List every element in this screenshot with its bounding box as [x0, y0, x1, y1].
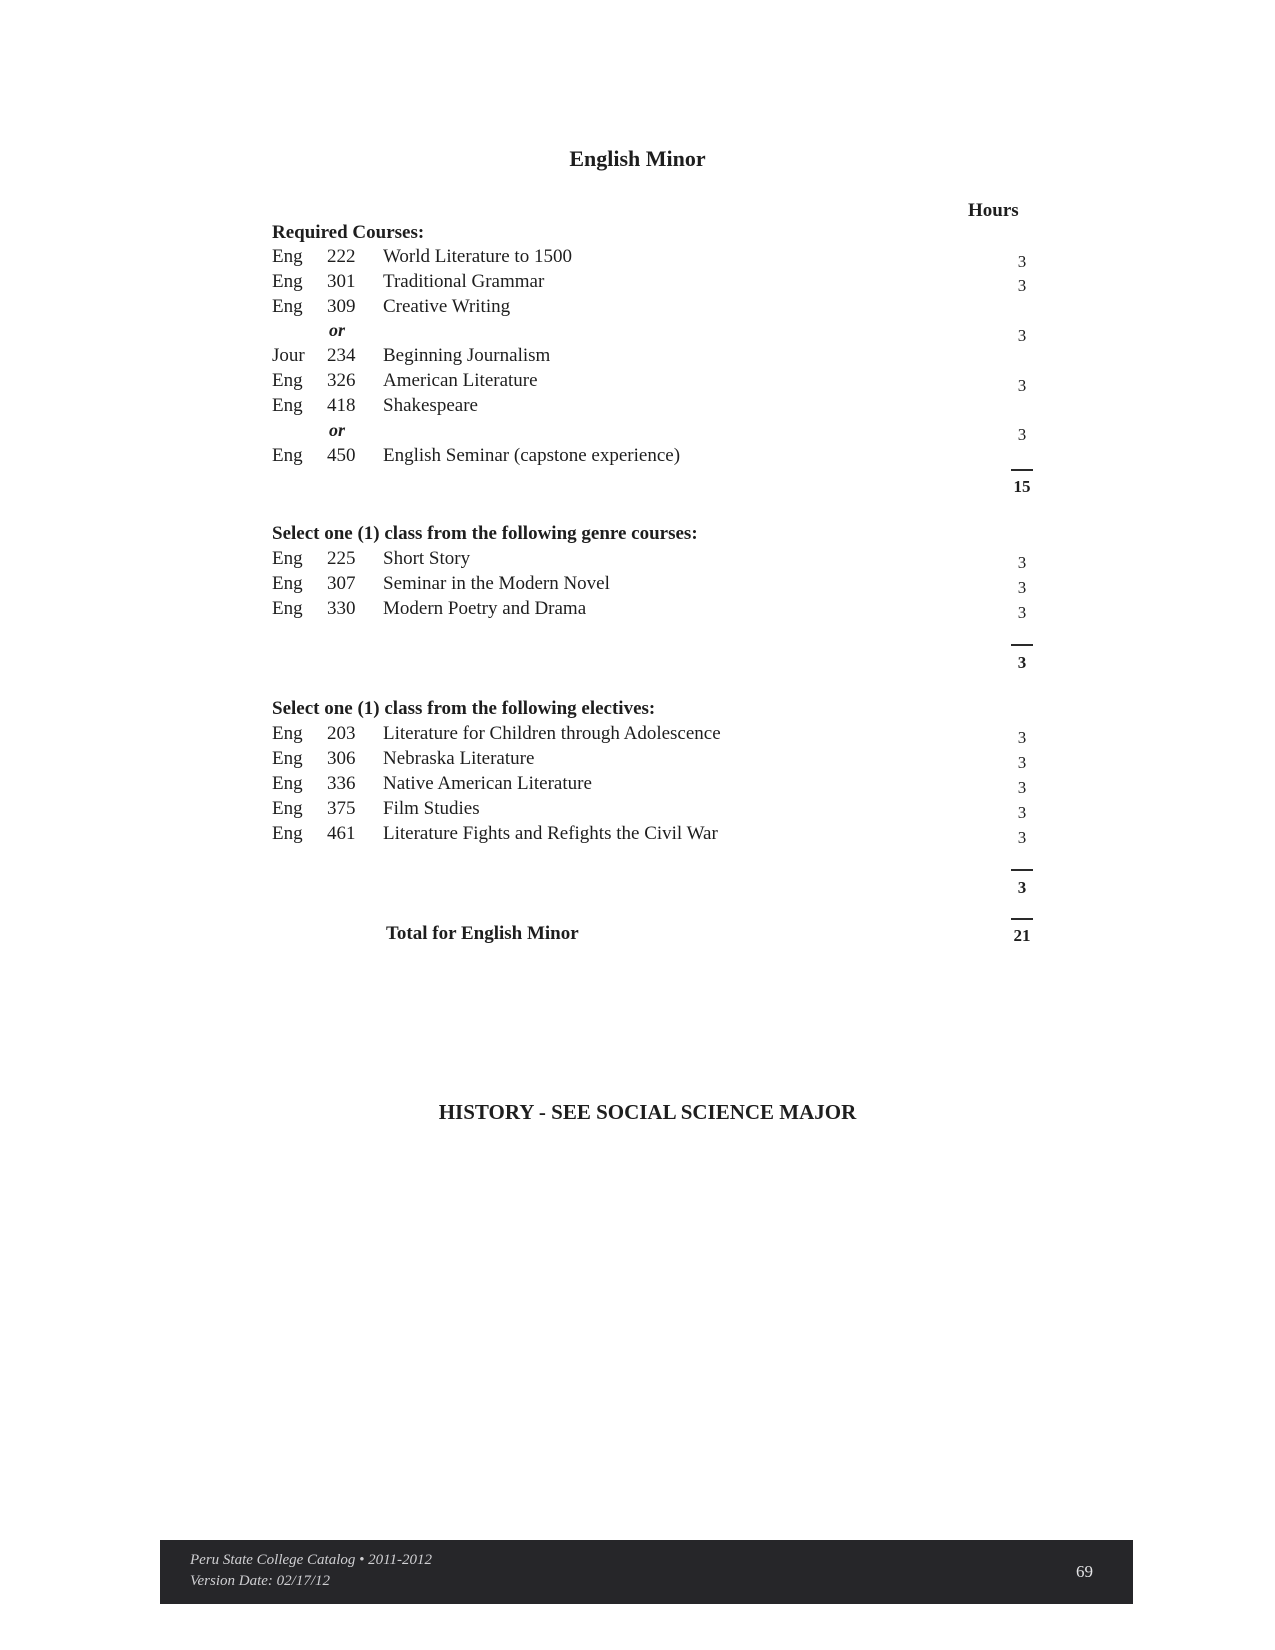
subtotal-rule [1011, 644, 1033, 646]
course-name: Nebraska Literature [383, 748, 535, 769]
hours-value: 3 [1017, 326, 1027, 345]
subtotal-value: 3 [1017, 878, 1027, 897]
course-number: 225 [327, 548, 356, 569]
total-label: Total for English Minor [386, 923, 579, 944]
course-dept: Eng [272, 296, 303, 317]
course-number: 418 [327, 395, 356, 416]
course-dept: Eng [272, 271, 303, 292]
or-connector: or [329, 320, 346, 340]
hours-value: 3 [1017, 578, 1027, 597]
course-number: 301 [327, 271, 356, 292]
course-dept: Jour [272, 345, 305, 366]
hours-value: 3 [1017, 803, 1027, 822]
course-number: 222 [327, 246, 356, 267]
course-dept: Eng [272, 548, 303, 569]
course-dept: Eng [272, 395, 303, 416]
course-name: Shakespeare [383, 395, 478, 416]
course-name: World Literature to 1500 [383, 246, 572, 267]
course-dept: Eng [272, 748, 303, 769]
hours-value: 3 [1017, 252, 1027, 271]
total-rule [1011, 918, 1033, 920]
course-number: 307 [327, 573, 356, 594]
hours-value: 3 [1017, 828, 1027, 847]
course-name: Traditional Grammar [383, 271, 545, 292]
course-number: 234 [327, 345, 356, 366]
section-heading-genre: Select one (1) class from the following genre courses: [272, 523, 698, 544]
hours-value: 3 [1017, 603, 1027, 622]
course-dept: Eng [272, 823, 303, 844]
course-name: Beginning Journalism [383, 345, 551, 366]
course-number: 309 [327, 296, 356, 317]
page-number: 69 [1076, 1562, 1093, 1581]
subtotal-value: 3 [1017, 653, 1027, 672]
course-number: 326 [327, 370, 356, 391]
course-name: Modern Poetry and Drama [383, 598, 587, 619]
hours-value: 3 [1017, 753, 1027, 772]
course-name: Literature for Children through Adolescence [383, 723, 721, 744]
hours-value: 3 [1017, 728, 1027, 747]
course-number: 375 [327, 798, 356, 819]
hours-value: 3 [1017, 778, 1027, 797]
subtotal-rule [1011, 869, 1033, 871]
course-name: Literature Fights and Refights the Civil War [383, 823, 718, 844]
course-number: 450 [327, 445, 356, 466]
course-name: Creative Writing [383, 296, 511, 317]
course-number: 203 [327, 723, 356, 744]
course-name: Short Story [383, 548, 471, 569]
course-name: American Literature [383, 370, 538, 391]
course-dept: Eng [272, 798, 303, 819]
course-dept: Eng [272, 573, 303, 594]
course-number: 461 [327, 823, 356, 844]
course-number: 336 [327, 773, 356, 794]
total-value: 21 [1013, 926, 1031, 945]
hours-value: 3 [1017, 376, 1027, 395]
course-number: 306 [327, 748, 356, 769]
course-dept: Eng [272, 598, 303, 619]
section-heading-required: Required Courses: [272, 222, 425, 243]
page-title: English Minor [569, 146, 706, 171]
subtotal-rule [1011, 469, 1033, 471]
course-name: Film Studies [383, 798, 480, 819]
course-dept: Eng [272, 723, 303, 744]
course-number: 330 [327, 598, 356, 619]
course-name: Seminar in the Modern Novel [383, 573, 610, 594]
hours-value: 3 [1017, 553, 1027, 572]
course-name: Native American Literature [383, 773, 592, 794]
or-connector: or [329, 420, 346, 440]
footer-catalog: Peru State College Catalog • 2011-2012 [190, 1552, 433, 1568]
hours-value: 3 [1017, 276, 1027, 295]
section-heading-electives: Select one (1) class from the following electives: [272, 698, 656, 719]
footer-version-date: Version Date: 02/17/12 [190, 1573, 330, 1589]
course-dept: Eng [272, 445, 303, 466]
page-footer [160, 1540, 1133, 1604]
subtotal-value: 15 [1013, 477, 1031, 496]
hours-column-header: Hours [968, 200, 1019, 221]
history-note: HISTORY - SEE SOCIAL SCIENCE MAJOR [438, 1100, 857, 1124]
course-name: English Seminar (capstone experience) [383, 445, 681, 466]
course-dept: Eng [272, 773, 303, 794]
hours-value: 3 [1017, 425, 1027, 444]
course-dept: Eng [272, 370, 303, 391]
course-dept: Eng [272, 246, 303, 267]
